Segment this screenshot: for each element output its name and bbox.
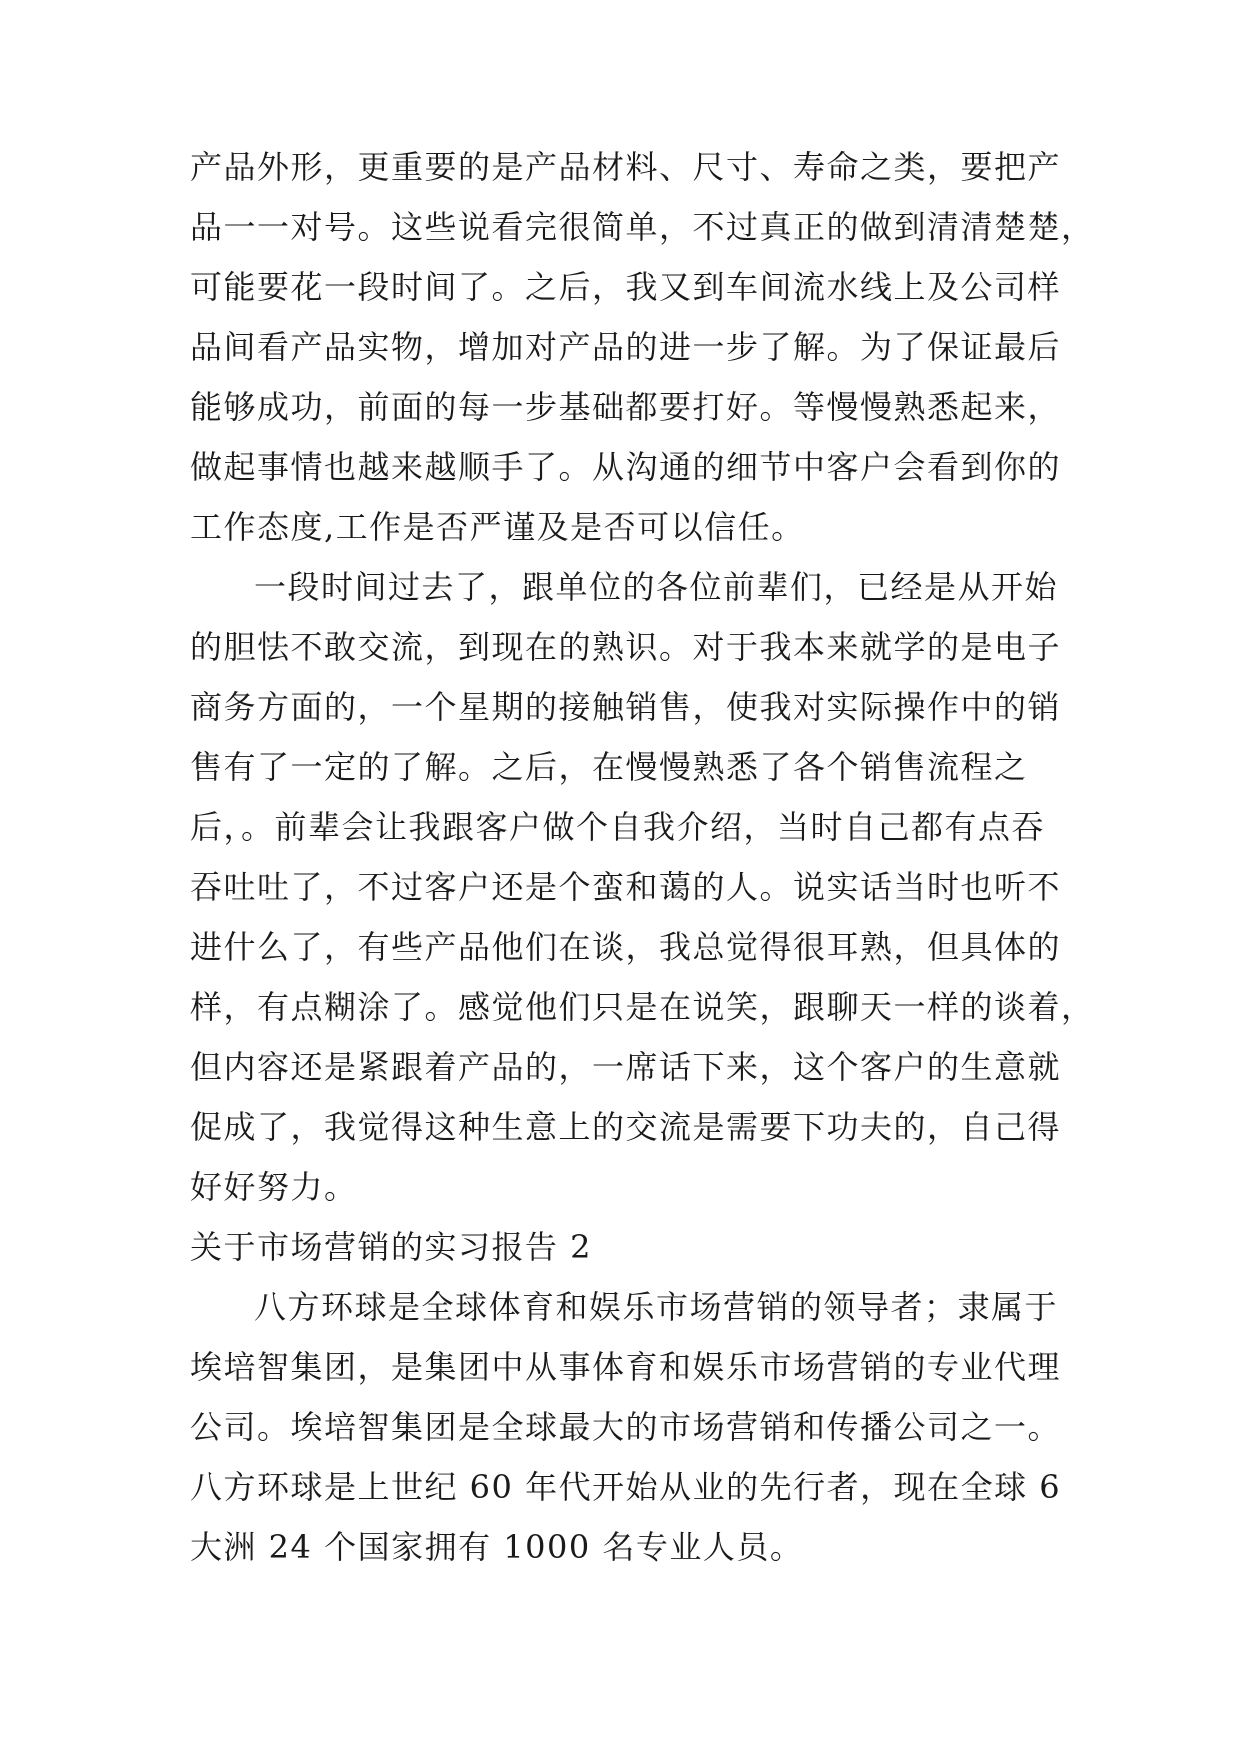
text-line: 售有了一定的了解。之后，在慢慢熟悉了各个销售流程之 [190,748,1028,786]
text-line: 产品外形，更重要的是产品材料、尺寸、寿命之类，要把产 [190,148,1062,186]
text-line: 八方环球是全球体育和娱乐市场营销的领导者；隶属于 [254,1288,1059,1326]
paragraph-1 [190,137,1095,557]
text-line: 促成了，我觉得这种生意上的交流是需要下功夫的，自己得 [190,1108,1062,1146]
text-line: 商务方面的，一个星期的接触销售，使我对实际操作中的销 [190,688,1062,726]
text-line: 样，有点糊涂了。感觉他们只是在说笑，跟聊天一样的谈着， [190,988,1095,1026]
text-line: 一段时间过去了，跟单位的各位前辈们，已经是从开始 [254,568,1059,606]
text-line: 做起事情也越来越顺手了。从沟通的细节中客户会看到你的 [190,448,1062,486]
document-body [190,137,1095,1577]
text-line: 可能要花一段时间了。之后，我又到车间流水线上及公司样 [190,268,1062,306]
text-line: 进什么了，有些产品他们在谈，我总觉得很耳熟，但具体的 [190,928,1062,966]
text-line: 好好努力。 [190,1168,358,1206]
text-line: 能够成功，前面的每一步基础都要打好。等慢慢熟悉起来， [190,388,1062,426]
section-heading: 关于市场营销的实习报告 2 [190,1228,593,1266]
text-line: 品间看产品实物，增加对产品的进一步了解。为了保证最后 [190,328,1062,366]
text-line: 的胆怯不敢交流，到现在的熟识。对于我本来就学的是电子 [190,628,1062,666]
text-line: 后，。前辈会让我跟客户做个自我介绍，当时自己都有点吞 [190,808,1046,846]
text-line: 埃培智集团，是集团中从事体育和娱乐市场营销的专业代理 [190,1348,1062,1386]
text-line: 品一一对号。这些说看完很简单，不过真正的做到清清楚楚， [190,208,1095,246]
text-line: 工作态度,工作是否严谨及是否可以信任。 [190,508,805,546]
text-line: 公司。埃培智集团是全球最大的市场营销和传播公司之一。 [190,1408,1062,1446]
text-line: 吞吐吐了，不过客户还是个蛮和蔼的人。说实话当时也听不 [190,868,1062,906]
paragraph-3 [190,1277,1070,1577]
paragraph-2 [190,557,1095,1217]
text-line: 大洲 24 个国家拥有 1000 名专业人员。 [190,1528,804,1566]
text-line: 八方环球是上世纪 60 年代开始从业的先行者，现在全球 6 [190,1468,1062,1506]
text-line: 但内容还是紧跟着产品的，一席话下来，这个客户的生意就 [190,1048,1062,1086]
